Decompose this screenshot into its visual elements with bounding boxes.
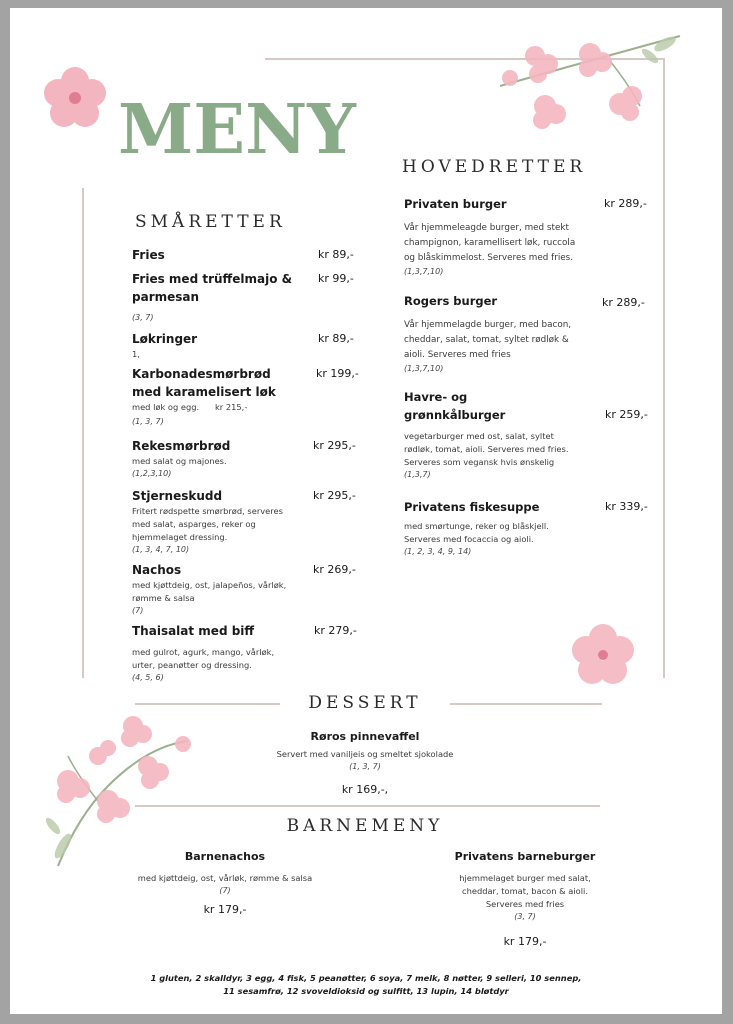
item-price: kr 179,- (203, 903, 247, 916)
menu-item (132, 365, 364, 428)
blossom-branch-top-right-icon (490, 26, 690, 136)
item-allergens: (1, 3, 7) (349, 762, 381, 771)
item-description: vegetarburger med ost, salat, syltet rødløk, tomat, aioli. Serveres med fries. Serveres som vegansk hvis ønskelig (404, 431, 569, 467)
menu-item (404, 292, 654, 375)
menu-item (132, 330, 364, 361)
item-description: Fritert rødspette smørbrød, serveres med salat, asparges, reker og hjemmelaget dressing. (132, 506, 283, 542)
menu-item (132, 622, 364, 684)
item-allergens: 1, (132, 349, 140, 359)
item-price: kr 89,- (318, 332, 354, 345)
allergen-legend-line-2: 11 sesamfrø, 12 svoveldioksid og sulfitt, 13 lupin, 14 bløtdyr (223, 986, 509, 996)
page-title: MENY (118, 90, 356, 170)
item-price: kr 269,- (313, 563, 356, 576)
allergen-legend-line-1: 1 gluten, 2 skalldyr, 3 egg, 4 fisk, 5 peanøtter, 6 soya, 7 melk, 8 nøtter, 9 selleri, 10 sennep, (150, 973, 582, 983)
item-allergens: (3, 7) (132, 313, 154, 322)
menu-item (404, 195, 654, 278)
item-allergens: (1, 3, 7) (132, 417, 164, 426)
item-price: kr 99,- (318, 272, 354, 285)
item-description: Vår hjemmeleagde burger, med stekt champignon, karamellisert løk, ruccola og blåskimmelost. Serveres med fries. (404, 223, 576, 263)
item-name: Nachos (132, 563, 182, 577)
item-description: Servert med vaniljeis og smeltet sjokolade (276, 749, 454, 759)
blossom-top-left-icon (40, 63, 110, 133)
item-description: med løk og egg. kr 215,- (132, 402, 248, 412)
item-description: hjemmelaget burger med salat, cheddar, tomat, bacon & aioli. Serveres med fries (459, 873, 591, 909)
item-name: Fries med trüffelmajo & parmesan (132, 272, 293, 304)
item-allergens: (1,2,3,10) (132, 469, 172, 478)
item-price: kr 179,- (503, 935, 547, 948)
menu-item (404, 498, 654, 558)
item-name: Barnenachos (184, 850, 266, 863)
barnemeny-rule (135, 805, 600, 807)
menu-item (132, 487, 364, 556)
item-allergens: (1, 3, 4, 7, 10) (132, 545, 190, 554)
item-price: kr 169,-, (341, 783, 389, 796)
item-description: med gulrot, agurk, mango, vårløk, urter, peanøtter og dressing. (132, 647, 275, 670)
item-name: Røros pinnevaffel (310, 730, 420, 743)
item-name: Rogers burger (404, 294, 498, 308)
blossom-right-icon (568, 620, 638, 690)
kids-item (115, 848, 335, 919)
item-allergens: (4, 5, 6) (132, 673, 164, 682)
item-price: kr 295,- (313, 439, 356, 452)
item-description: med salat og majones. (132, 456, 227, 466)
item-price: kr 289,- (602, 296, 645, 309)
item-description: med smørtunge, reker og blåskjell. Serveres med focaccia og aioli. (404, 521, 549, 544)
item-allergens: (7) (219, 886, 231, 895)
item-price: kr 289,- (604, 197, 647, 210)
dessert-item (220, 728, 510, 799)
item-allergens: (1,3,7) (404, 470, 431, 479)
item-name: Rekesmørbrød (132, 439, 231, 453)
item-name: Thaisalat med biff (132, 624, 255, 638)
item-price: kr 259,- (605, 408, 648, 421)
menu-item (404, 388, 654, 481)
item-description: med kjøttdeig, ost, jalapeños, vårløk, rømme & salsa (132, 580, 287, 603)
dessert-rule-left (135, 703, 280, 705)
item-price: kr 295,- (313, 489, 356, 502)
menu-item (132, 246, 364, 264)
item-description: med kjøttdeig, ost, vårløk, rømme & salsa (137, 873, 313, 883)
item-allergens: (1,3,7,10) (404, 364, 444, 373)
item-allergens: (1, 2, 3, 4, 9, 14) (404, 547, 472, 556)
item-name: Fries (132, 248, 165, 262)
item-name: Løkringer (132, 332, 198, 346)
allergen-legend (50, 972, 682, 998)
item-allergens: (7) (132, 606, 144, 615)
section-heading-smaretter: SMÅRETTER (135, 212, 286, 232)
item-name: Havre- og grønnkålburger (404, 390, 506, 422)
menu-item (132, 437, 364, 480)
item-price: kr 89,- (318, 248, 354, 261)
menu-item (132, 561, 364, 617)
section-heading-barnemeny: BARNEMENY (286, 816, 444, 836)
item-name: Privatens barneburger (454, 850, 596, 863)
item-name: Stjerneskudd (132, 489, 223, 503)
item-name: Privatens fiskesuppe (404, 500, 540, 514)
left-rule (82, 188, 84, 678)
item-allergens: (3, 7) (514, 912, 536, 921)
item-description: Vår hjemmelagde burger, med bacon, cheddar, salat, tomat, syltet rødløk & aioli. Serveres med fries (404, 320, 572, 360)
item-name: Privaten burger (404, 197, 507, 211)
menu-item (132, 270, 364, 324)
item-price: kr 199,- (316, 367, 359, 380)
dessert-rule-right (450, 703, 602, 705)
kids-item (430, 848, 620, 951)
item-price: kr 279,- (314, 624, 357, 637)
section-heading-dessert: DESSERT (308, 693, 422, 713)
right-rule (663, 58, 665, 678)
item-name: Karbonadesmørbrød med karamelisert løk (132, 367, 276, 399)
menu-page (10, 8, 722, 1014)
item-price: kr 339,- (605, 500, 648, 513)
item-allergens: (1,3,7,10) (404, 267, 444, 276)
section-heading-hovedretter: HOVEDRETTER (402, 157, 587, 177)
